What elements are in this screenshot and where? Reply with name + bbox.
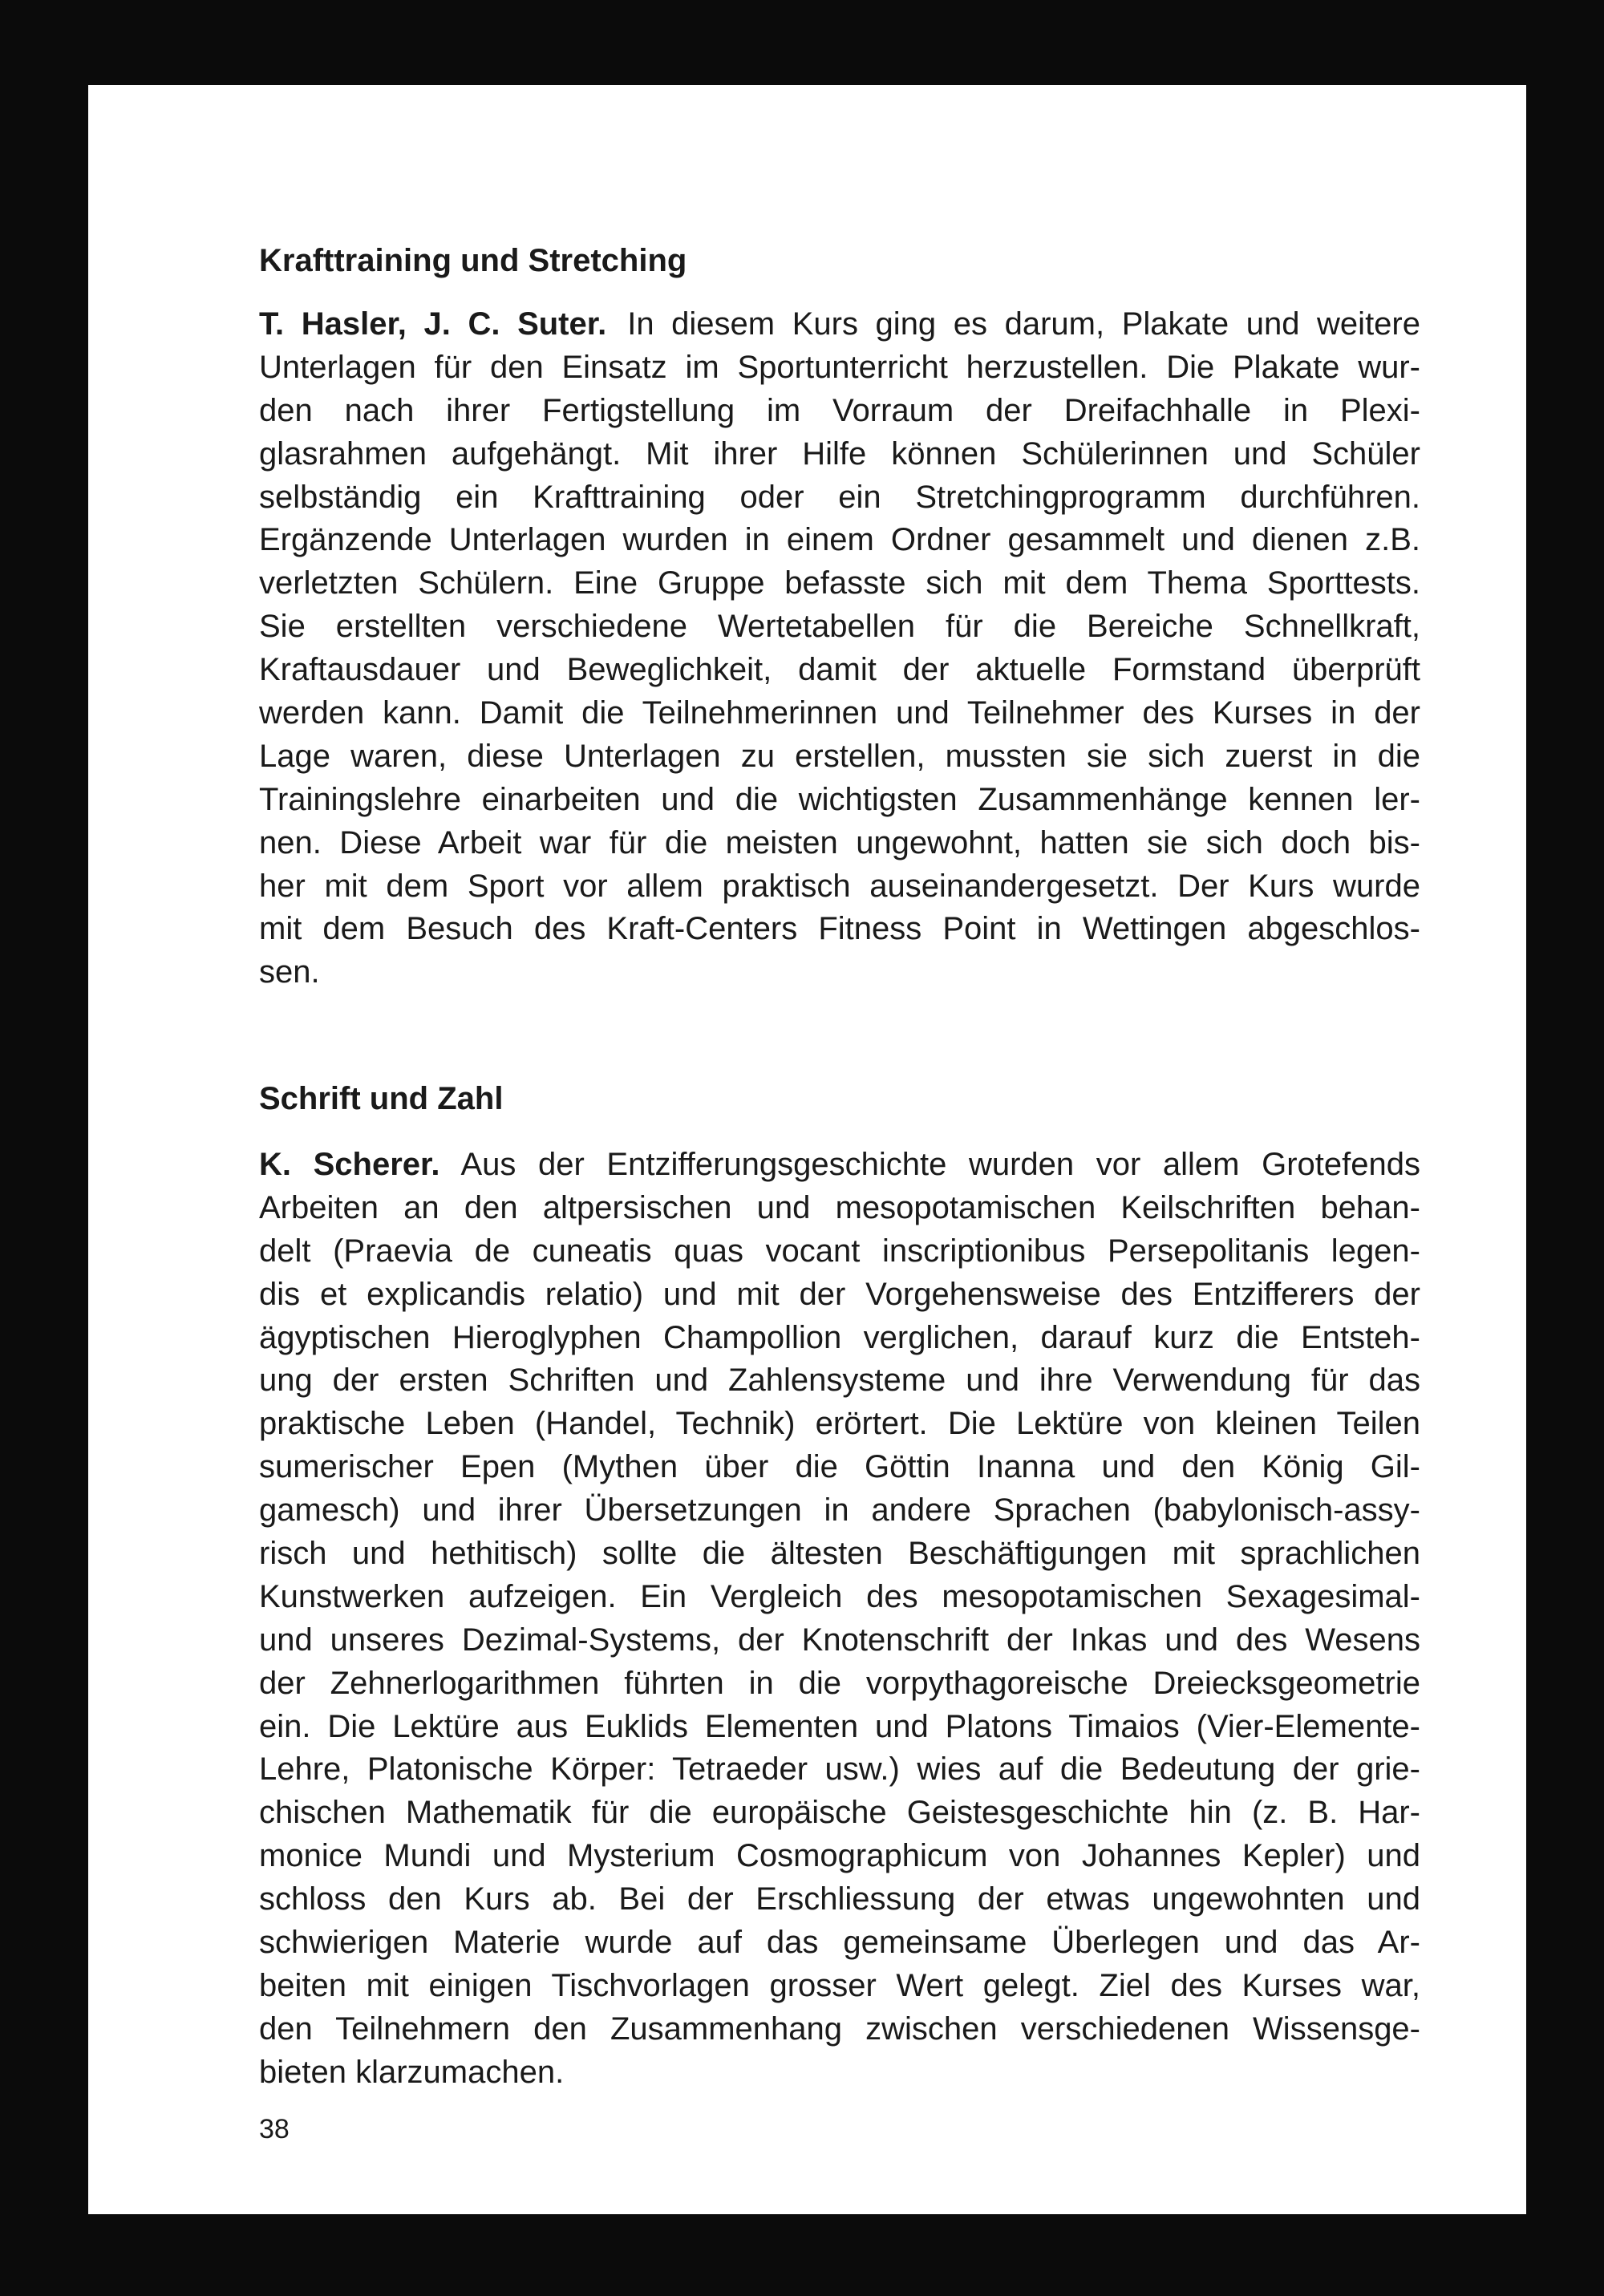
text-line: risch und hethitisch) sollte die ältesten Beschäftigungen mit sprachlichen xyxy=(259,1536,1420,1572)
text-line: den Teilnehmern den Zusammenhang zwischen verschiedenen Wissensge- xyxy=(259,2011,1420,2047)
text-line: glasrahmen aufgehängt. Mit ihrer Hilfe können Schülerinnen und Schüler xyxy=(259,435,1420,472)
section-heading: Schrift und Zahl xyxy=(259,1081,504,1116)
text-line: selbständig ein Krafttraining oder ein Stretchingprogramm durchführen. xyxy=(259,479,1420,515)
text-line: den nach ihrer Fertigstellung im Vorraum der Dreifachhalle in Plexi- xyxy=(259,392,1420,428)
text-line: chischen Mathematik für die europäische Geistesgeschichte hin (z. B. Har- xyxy=(259,1795,1420,1831)
text-line: bieten klarzumachen. xyxy=(259,2054,565,2090)
text-line: und unseres Dezimal-Systems, der Knotenschrift der Inkas und des Wesens xyxy=(259,1622,1420,1658)
text-line: Arbeiten an den altpersischen und mesopotamischen Keilschriften behan- xyxy=(259,1189,1420,1225)
text-line: beiten mit einigen Tischvorlagen grosser Wert gelegt. Ziel des Kurses war, xyxy=(259,1967,1420,2003)
text-line: ung der ersten Schriften und Zahlensysteme und ihre Verwendung für das xyxy=(259,1363,1420,1399)
text-line: Unterlagen für den Einsatz im Sportunterricht herzustellen. Die Plakate wur- xyxy=(259,349,1420,385)
text-line: mit dem Besuch des Kraft-Centers Fitness Point in Wettingen abgeschlos- xyxy=(259,911,1420,947)
text-line: Ergänzende Unterlagen wurden in einem Ordner gesammelt und dienen z.B. xyxy=(259,522,1420,558)
text-line: Lage waren, diese Unterlagen zu erstellen, mussten sie sich zuerst in die xyxy=(259,738,1420,774)
text-line: monice Mundi und Mysterium Cosmographicum von Johannes Kepler) und xyxy=(259,1838,1420,1874)
text-line: praktische Leben (Handel, Technik) erörtert. Die Lektüre von kleinen Teilen xyxy=(259,1406,1420,1442)
text-line-content: Aus der Entzifferungsgeschichte wurden vor allem Grotefends xyxy=(460,1147,1420,1182)
text-line: delt (Praevia de cuneatis quas vocant inscriptionibus Persepolitanis legen- xyxy=(259,1233,1420,1269)
section-body xyxy=(259,303,1420,994)
text-line: Lehre, Platonische Körper: Tetraeder usw.) wies auf die Bedeutung der grie- xyxy=(259,1751,1420,1788)
text-line: Sie erstellten verschiedene Wertetabellen für die Bereiche Schnellkraft, xyxy=(259,609,1420,645)
text-line: Kunstwerken aufzeigen. Ein Vergleich des mesopotamischen Sexagesimal- xyxy=(259,1578,1420,1614)
text-line: Kraftausdauer und Beweglichkeit, damit der aktuelle Formstand überprüft xyxy=(259,652,1420,688)
text-line: gamesch) und ihrer Übersetzungen in andere Sprachen (babylonisch-assy- xyxy=(259,1492,1420,1529)
text-line: dis et explicandis relatio) und mit der Vorgehensweise des Entzifferers der xyxy=(259,1276,1420,1312)
text-line xyxy=(259,1144,1420,1187)
text-line-content: In diesem Kurs ging es darum, Plakate und weitere xyxy=(627,306,1420,342)
author-names: T. Hasler, J. C. Suter. xyxy=(259,306,607,342)
text-line: schwierigen Materie wurde auf das gemeinsame Überlegen und das Ar- xyxy=(259,1925,1420,1961)
text-line: werden kann. Damit die Teilnehmerinnen und Teilnehmer des Kurses in der xyxy=(259,695,1420,731)
text-line: schloss den Kurs ab. Bei der Erschliessung der etwas ungewohnten und xyxy=(259,1881,1420,1917)
section-heading: Krafttraining und Stretching xyxy=(259,243,687,278)
text-line: her mit dem Sport vor allem praktisch auseinandergesetzt. Der Kurs wurde xyxy=(259,868,1420,904)
text-line: nen. Diese Arbeit war für die meisten ungewohnt, hatten sie sich doch bis- xyxy=(259,824,1420,860)
author-names: K. Scherer. xyxy=(259,1147,440,1182)
text-line: sen. xyxy=(259,954,320,990)
text-line: verletzten Schülern. Eine Gruppe befasste sich mit dem Thema Sporttests. xyxy=(259,565,1420,601)
text-line: sumerischer Epen (Mythen über die Göttin Inanna und den König Gil- xyxy=(259,1449,1420,1485)
text-line xyxy=(259,303,1420,346)
page-number: 38 xyxy=(259,2114,290,2144)
text-line: ein. Die Lektüre aus Euklids Elementen und Platons Timaios (Vier-Elemente- xyxy=(259,1708,1420,1744)
text-line: Trainingslehre einarbeiten und die wichtigsten Zusammenhänge kennen ler- xyxy=(259,781,1420,817)
document-page xyxy=(88,85,1526,2214)
section-body xyxy=(259,1144,1420,2095)
text-line: der Zehnerlogarithmen führten in die vorpythagoreische Dreiecksgeometrie xyxy=(259,1665,1420,1701)
text-line: ägyptischen Hieroglyphen Champollion verglichen, darauf kurz die Entsteh- xyxy=(259,1319,1420,1355)
